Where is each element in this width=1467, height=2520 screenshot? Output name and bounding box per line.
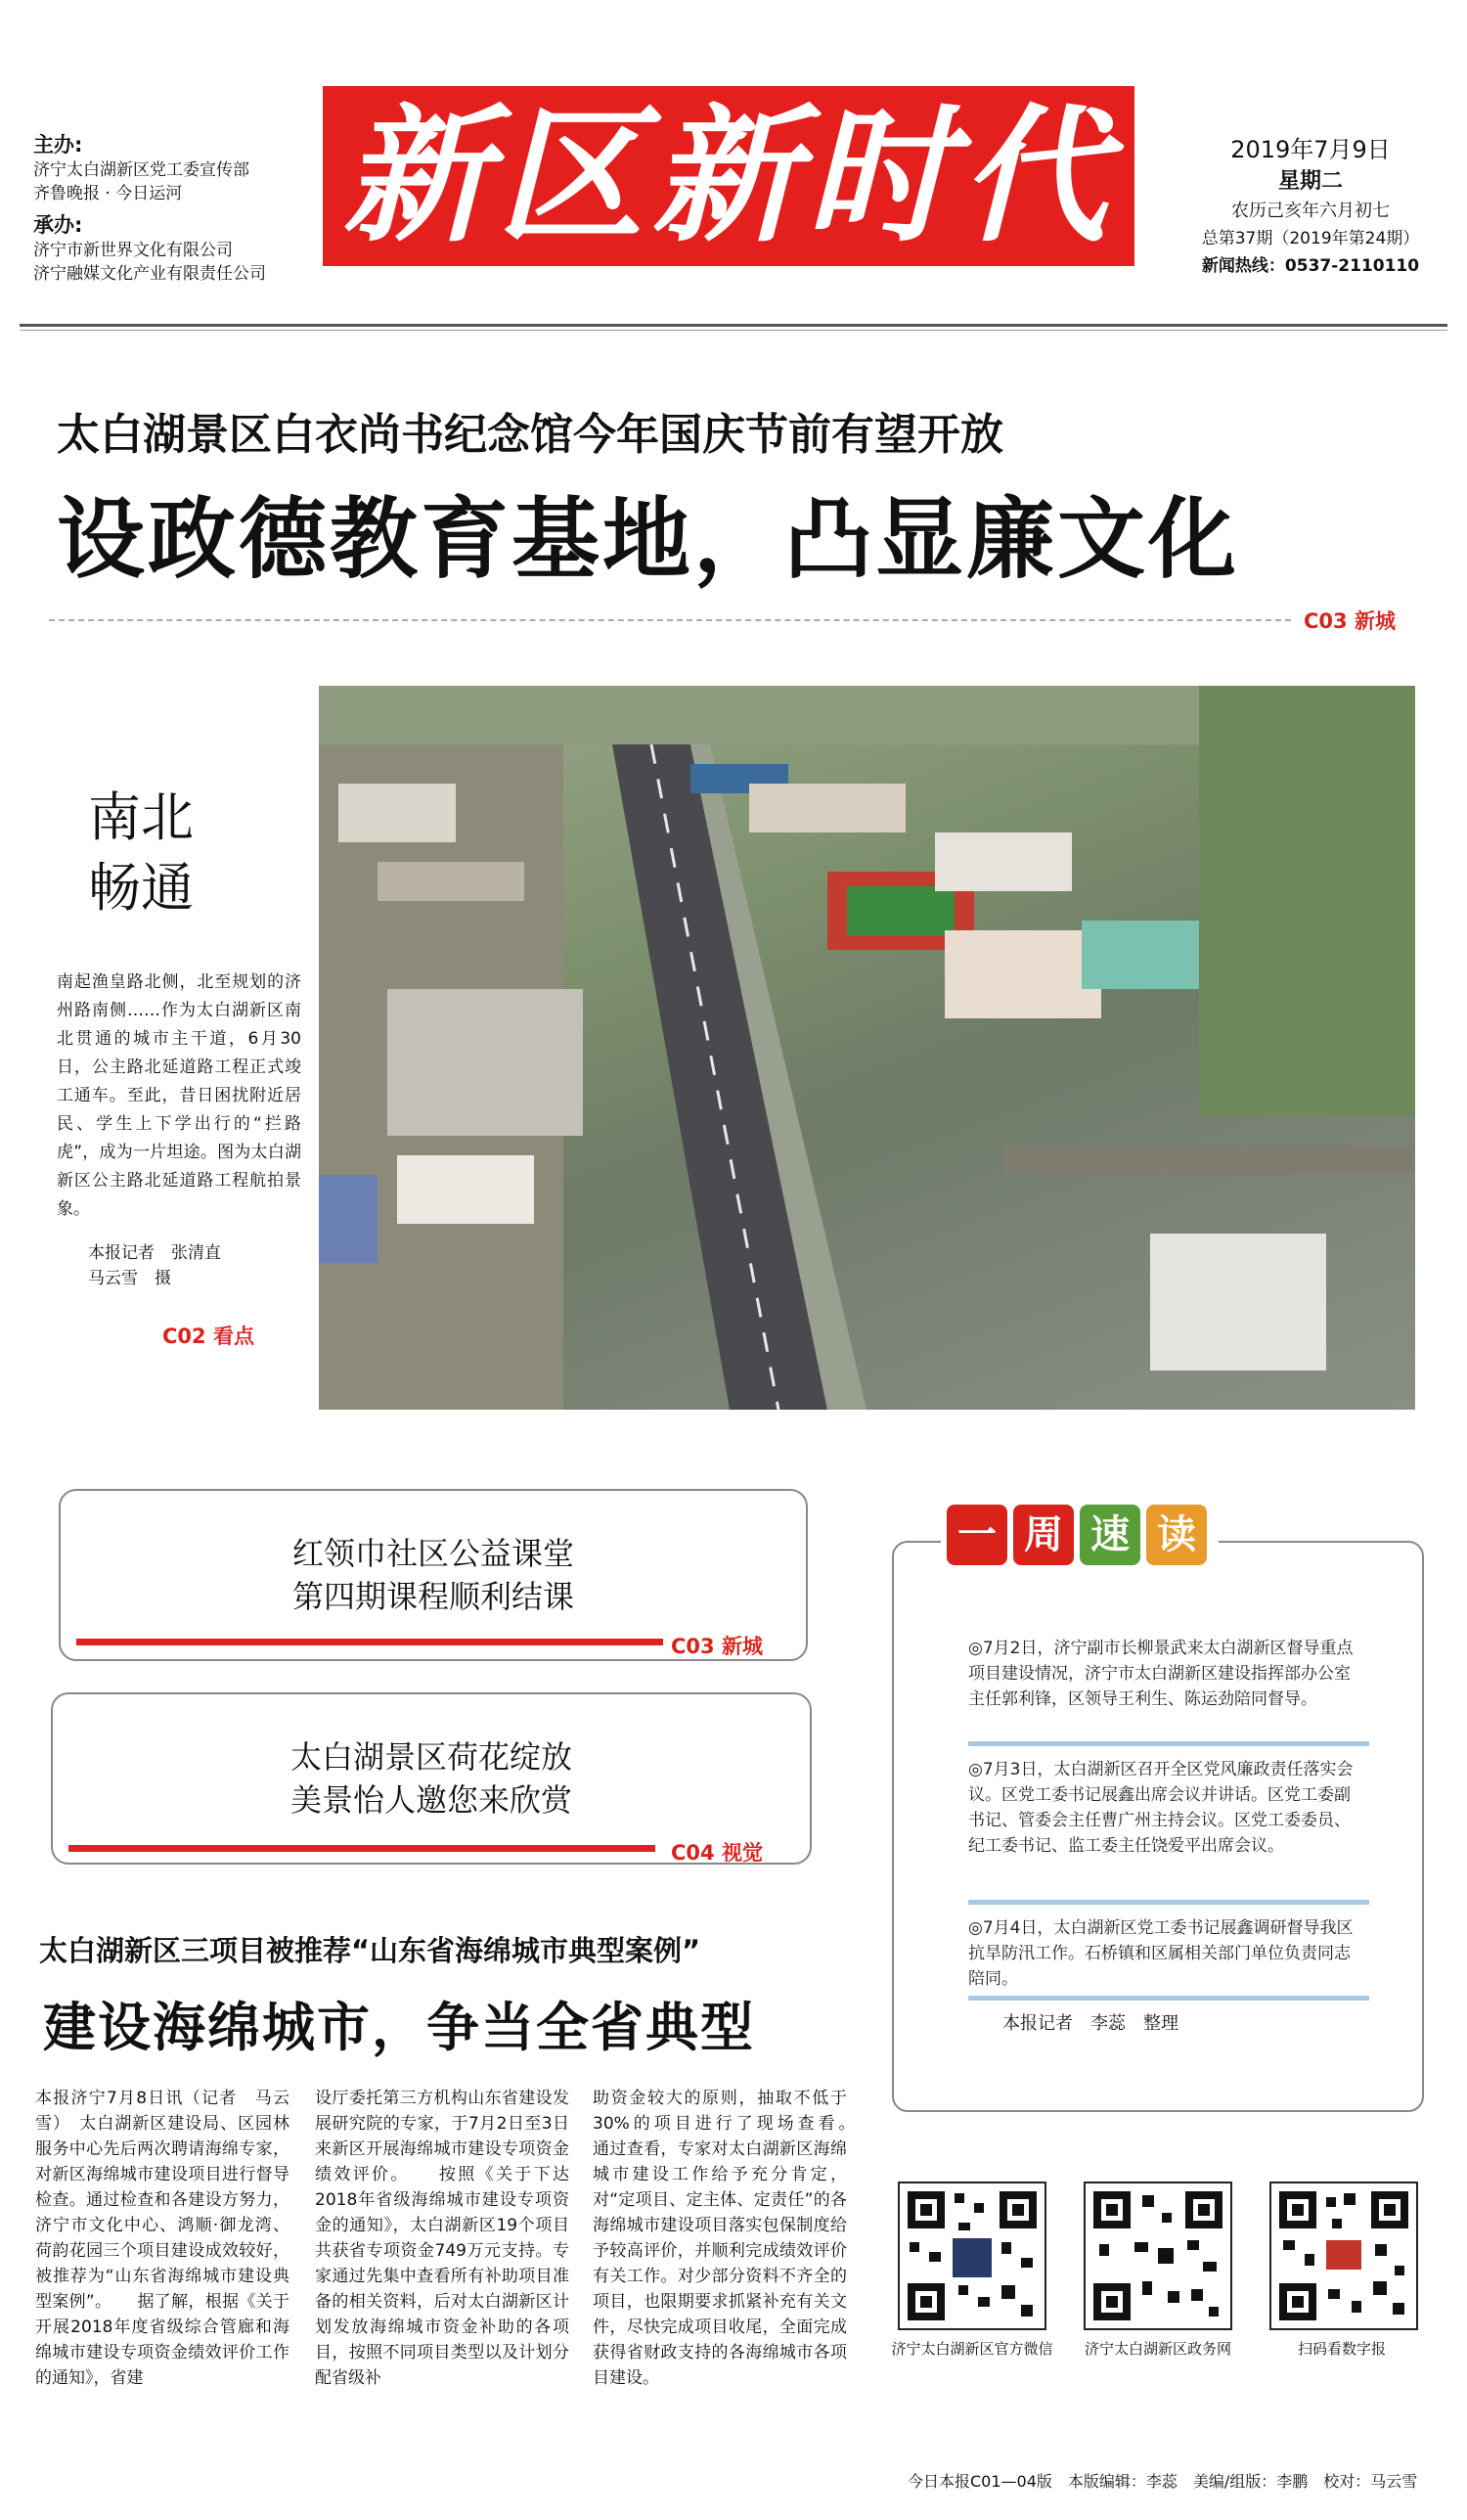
teaser-line: 第四期课程顺利结课 — [291, 1578, 574, 1615]
sponsor-block — [33, 129, 327, 286]
issue-date: 2019年7月9日 — [1230, 136, 1391, 163]
sponge-headline: 建设海绵城市，争当全省典型 — [43, 1997, 755, 2058]
teaser-page-ref: C03 新城 — [671, 1635, 763, 1658]
organizer-label: 承办: — [33, 213, 83, 237]
qr-code-icon[interactable] — [898, 2182, 1046, 2330]
date-block — [1178, 133, 1443, 280]
photo-byline — [88, 1240, 221, 1291]
qr-label: 济宁太白湖新区官方微信 — [891, 2340, 1053, 2358]
weekly-divider — [968, 1741, 1369, 1746]
weekly-item: ◎7月3日，太白湖新区召开全区党风廉政责任落实会议。区党工委书记展鑫出席会议并讲话。区党工委副书记、管委会主任曹广州主持会议。区党工委委员、纪工委书记、监工委主任饶爱平出席会议。 — [968, 1760, 1354, 1856]
newspaper-title: 新区新时代 — [323, 86, 1134, 266]
qr-code-icon — [1271, 2183, 1416, 2328]
badge-char: 周 — [1013, 1505, 1074, 1565]
weekly-divider — [968, 1996, 1369, 2001]
lead-subhead: 太白湖景区白衣尚书纪念馆今年国庆节前有望开放 — [57, 410, 1003, 460]
weekday: 星期二 — [1277, 169, 1343, 194]
weekly-item: ◎7月4日，太白湖新区党工委书记展鑫调研督导我区抗旱防汛工作。石桥镇和区属相关部门单位负责同志陪同。 — [968, 1918, 1354, 1989]
weekly-digest-badge — [941, 1505, 1219, 1565]
teaser-line: 美景怡人邀您来欣赏 — [289, 1781, 572, 1819]
weekly-item: ◎7月2日，济宁副市长柳景武来太白湖新区督导重点项目建设情况，济宁市太白湖新区建设指挥部办公室主任郭利锋，区领导王利生、陈运劲陪同督导。 — [968, 1639, 1354, 1709]
aerial-road-illustration — [319, 686, 1415, 1410]
teaser-red-bar — [76, 1639, 663, 1645]
qr-code-icon[interactable] — [1084, 2182, 1232, 2330]
teaser-title — [53, 1694, 810, 1822]
teaser-line: 太白湖景区荷花绽放 — [289, 1738, 572, 1776]
qr-section — [891, 2182, 1422, 2377]
badge-char: 读 — [1146, 1505, 1207, 1565]
lead-divider — [49, 619, 1291, 621]
weekly-divider — [968, 1900, 1369, 1905]
photo-caption: 南起渔皇路北侧，北至规划的济州路南侧……作为太白湖新区南北贯通的城市主干道，6月30日，公主路北延道路工程正式竣工通车。至此，昔日困扰附近居民、学生上下学出行的“拦路虎”，成为一片坦途。图为太白湖新区公主路北延道路工程航拍景象。 — [57, 972, 301, 1219]
badge-char: 速 — [1080, 1505, 1140, 1565]
teaser-page-ref: C04 视觉 — [671, 1841, 763, 1865]
organizer-line: 济宁市新世界文化有限公司 — [33, 241, 233, 260]
qr-code-icon — [1086, 2183, 1230, 2328]
lunar-date: 农历己亥年六月初七 — [1231, 201, 1390, 221]
sponge-column-3: 助资金较大的原则，抽取不低于30%的项目进行了现场查看。 通过查看，专家对太白湖新区海绵城市建设工作给予充分肯定，对“定项目、定主体、定责任”的各海绵城市建设项目落实包保制度给予较高评价，并顺利完成绩效评价有关工作。对少部分资料不齐全的项目，也限期要求抓紧补充有关文件，尽快完成项目收尾，全面完成获得省财政支持的各海绵城市各项目建设。 — [593, 2089, 880, 2388]
sponsor-label: 主办: — [33, 133, 83, 157]
sponsor-line: 齐鲁晚报 · 今日运河 — [33, 184, 183, 203]
lead-page-ref: C03 新城 — [1304, 609, 1396, 633]
issue-number: 总第37期（2019年第24期） — [1201, 229, 1420, 248]
qr-code-icon[interactable] — [1269, 2182, 1418, 2330]
page-footer: 今日本报C01—04版 本版编辑：李蕊 美编/组版：李鹏 校对：马云雪 — [908, 2472, 1418, 2491]
photo-title-line: 南北 — [88, 787, 194, 848]
sponge-subhead: 太白湖新区三项目被推荐“山东省海绵城市典型案例” — [39, 1934, 701, 1967]
organizer-line: 济宁融媒文化产业有限责任公司 — [33, 264, 266, 284]
lead-headline: 设政德教育基地，凸显廉文化 — [57, 488, 1239, 591]
teaser-title — [61, 1491, 806, 1618]
masthead-rule-thin — [20, 330, 1447, 331]
qr-code-icon — [900, 2183, 1045, 2328]
qr-label: 扫码看数字报 — [1297, 2340, 1386, 2358]
photo-byline-1: 本报记者 张清直 — [88, 1243, 221, 1263]
sponsor-line: 济宁太白湖新区党工委宣传部 — [33, 160, 249, 180]
photo-page-ref: C02 看点 — [162, 1325, 254, 1348]
photo-byline-2: 马云雪 摄 — [88, 1269, 171, 1288]
weekly-byline: 本报记者 李蕊 整理 — [1002, 2013, 1178, 2034]
teaser-line: 红领巾社区公益课堂 — [291, 1535, 574, 1572]
teaser-red-bar — [68, 1845, 655, 1852]
aerial-photo — [319, 686, 1415, 1410]
photo-title-line: 畅通 — [88, 857, 194, 919]
masthead-rule — [20, 324, 1447, 327]
sponge-column-2: 设厅委托第三方机构山东省建设发展研究院的专家，于7月2日至3日来新区开展海绵城市建设专项资金绩效评价。 按照《关于下达2018年省级海绵城市建设专项资金的通知》，太白湖新区19个项目共获省专项资金749万元支持。专家通过先集中查看所有补助项目准备的相关资料，后对太白湖新区计划发放海绵城市资金补助的各项目，按照不同项目类型以及计划分配省级补 — [315, 2089, 569, 2388]
sponge-column-1: 本报济宁7月8日讯（记者 马云雪） 太白湖新区建设局、区园林服务中心先后两次聘请海绵专家，对新区海绵城市建设项目进行督导检查。通过检查和各建设方努力，济宁市文化中心、鸿顺·御龙湾、荷韵花园三个项目建设成效较好，被推荐为“山东省海绵城市建设典型案例”。 据了解，根据《关于开展2018年度省级综合管廊和海绵城市建设专项资金绩效评价工作的通知》，省建 — [35, 2089, 289, 2388]
photo-title — [88, 783, 194, 923]
badge-char: 一 — [947, 1505, 1007, 1565]
news-hotline: 新闻热线：0537-2110110 — [1201, 256, 1420, 276]
qr-label: 济宁太白湖新区政务网 — [1084, 2340, 1231, 2358]
